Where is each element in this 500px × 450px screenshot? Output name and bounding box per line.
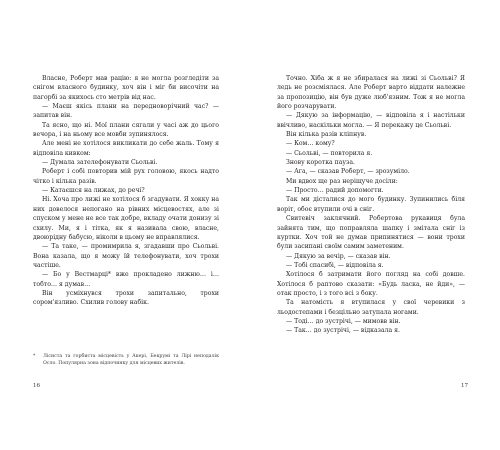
paragraph: — Дякую за інформацію, — відповіла я і настільки ввічливо, наскільки могла. — Я перекажу це Сьольві.: [277, 112, 465, 129]
page-number-left: 16: [33, 383, 41, 389]
paragraph: — Бо у Вестмарці* вже прокладено лижню… і… тобто… я думав…: [33, 271, 219, 288]
paragraph: Та натомість я втупилася у свої черевики з льодостепами і безцільно затупала ногами.: [277, 299, 465, 316]
paragraph: Знову коротка пауза.: [286, 159, 355, 167]
footnote-text: Лісиста та горбиста місцевість у Акері, Бекрумі та Лірі неподалік Осло. Популярна зона відпочинку для місцевих жителів.: [43, 354, 219, 366]
paragraph: — Тоді… до зустрічі, — мимовв він.: [286, 317, 401, 325]
footnote: [33, 354, 219, 367]
paragraph: Хотілося б затримати його погляд на собі довше. Хотілося б раптово сказати: «Будь ласка, не йди», — отак просто, і з того всі з боку.: [277, 271, 465, 297]
paragraph: Та ясно, що ні. Мої плани сягали у часі аж до цього вечора, і на ньому все мовби зупинялося.: [33, 121, 219, 139]
right-page-text: [277, 74, 465, 336]
paragraph: — Просто… радий допомогти.: [286, 187, 384, 195]
paragraph: — Дякую за вечір, — сказав він.: [286, 252, 391, 260]
paragraph: Він кілька разів кліпнув.: [286, 131, 367, 139]
paragraph: — Сьольві, — повторила я.: [286, 149, 373, 157]
right-page: [250, 0, 500, 450]
paragraph: Свитевіч заклячний. Робертова рукавиця була зайнята тим, що поправляла шапку і змітала сніг із куртки. Хоч той не думав припинятися — вони трохи були засипані своїм самим заметеним.: [277, 215, 465, 251]
footnote-marker: *: [33, 354, 36, 359]
paragraph: Але мені не хотілося викликати до себе жаль. Тому я відповіла кивком:: [33, 140, 219, 157]
paragraph: Ні. Хоча про лижі не хотілося б згадувати. Я хокку на них довелося непогано на рівних місцевостях, але зі спуском у мене не все так добре, вкладу очати донизу зі схилу. Ми, я і тітка, як я називала свою, власне, двоюрідну бабусю, ніколи в цьому не вправлялися.: [33, 196, 219, 241]
paragraph: — Ком… кому?: [286, 140, 335, 148]
paragraph: Він усміхнувся трохи запитально, трохи сором'язливо. Схилив голову набік.: [33, 289, 219, 307]
paragraph: — Катаєшся на лижах, до речі?: [42, 187, 145, 195]
paragraph: — Думала зателефонувати Сьольві.: [42, 159, 158, 167]
paragraph: — Маєш якісь плани на передноворічний час? — запитав він.: [33, 103, 219, 120]
paragraph: Так ми дісталися до мого будинку. Зупинились біля воріт, обоє втупили очі в сніг.: [277, 196, 465, 213]
paragraph: Точно. Хіба ж я не збиралася на лижі зі Сьольві? Я ледь не розсміялася. Але Роберт варто віддати належне за пропозицію, він був дуже люб'язним. Тож я не могла його розчарувати.: [277, 75, 465, 111]
paragraph: — Тобі спасибі, — відповіла я.: [286, 261, 384, 269]
page-number-right: 17: [461, 383, 469, 389]
paragraph: Ми вдвох ще раз неріщуче досіли:: [286, 177, 398, 185]
paragraph: — Так… до зустрічі, — відказала я.: [286, 327, 400, 335]
paragraph: Роберт і собі повторив мій рух головою, якось надто чітко і кілька разів.: [33, 168, 219, 185]
paragraph: — Ага, — сказав Роберт, — зрозуміло.: [286, 168, 410, 176]
paragraph: Власне, Роберт мав рацію: я не могла розгледіти за снігом власного будинку, хоч він і міг би височіти на пагорбі за якихось сто метрів від нас.: [33, 75, 219, 101]
left-page-text: [33, 74, 219, 308]
paragraph: — Та таке, — промимрила я, згадавши про Сьольві. Вона казала, що я можу їй телефонувати, хоч трохи частіше.: [33, 243, 219, 269]
